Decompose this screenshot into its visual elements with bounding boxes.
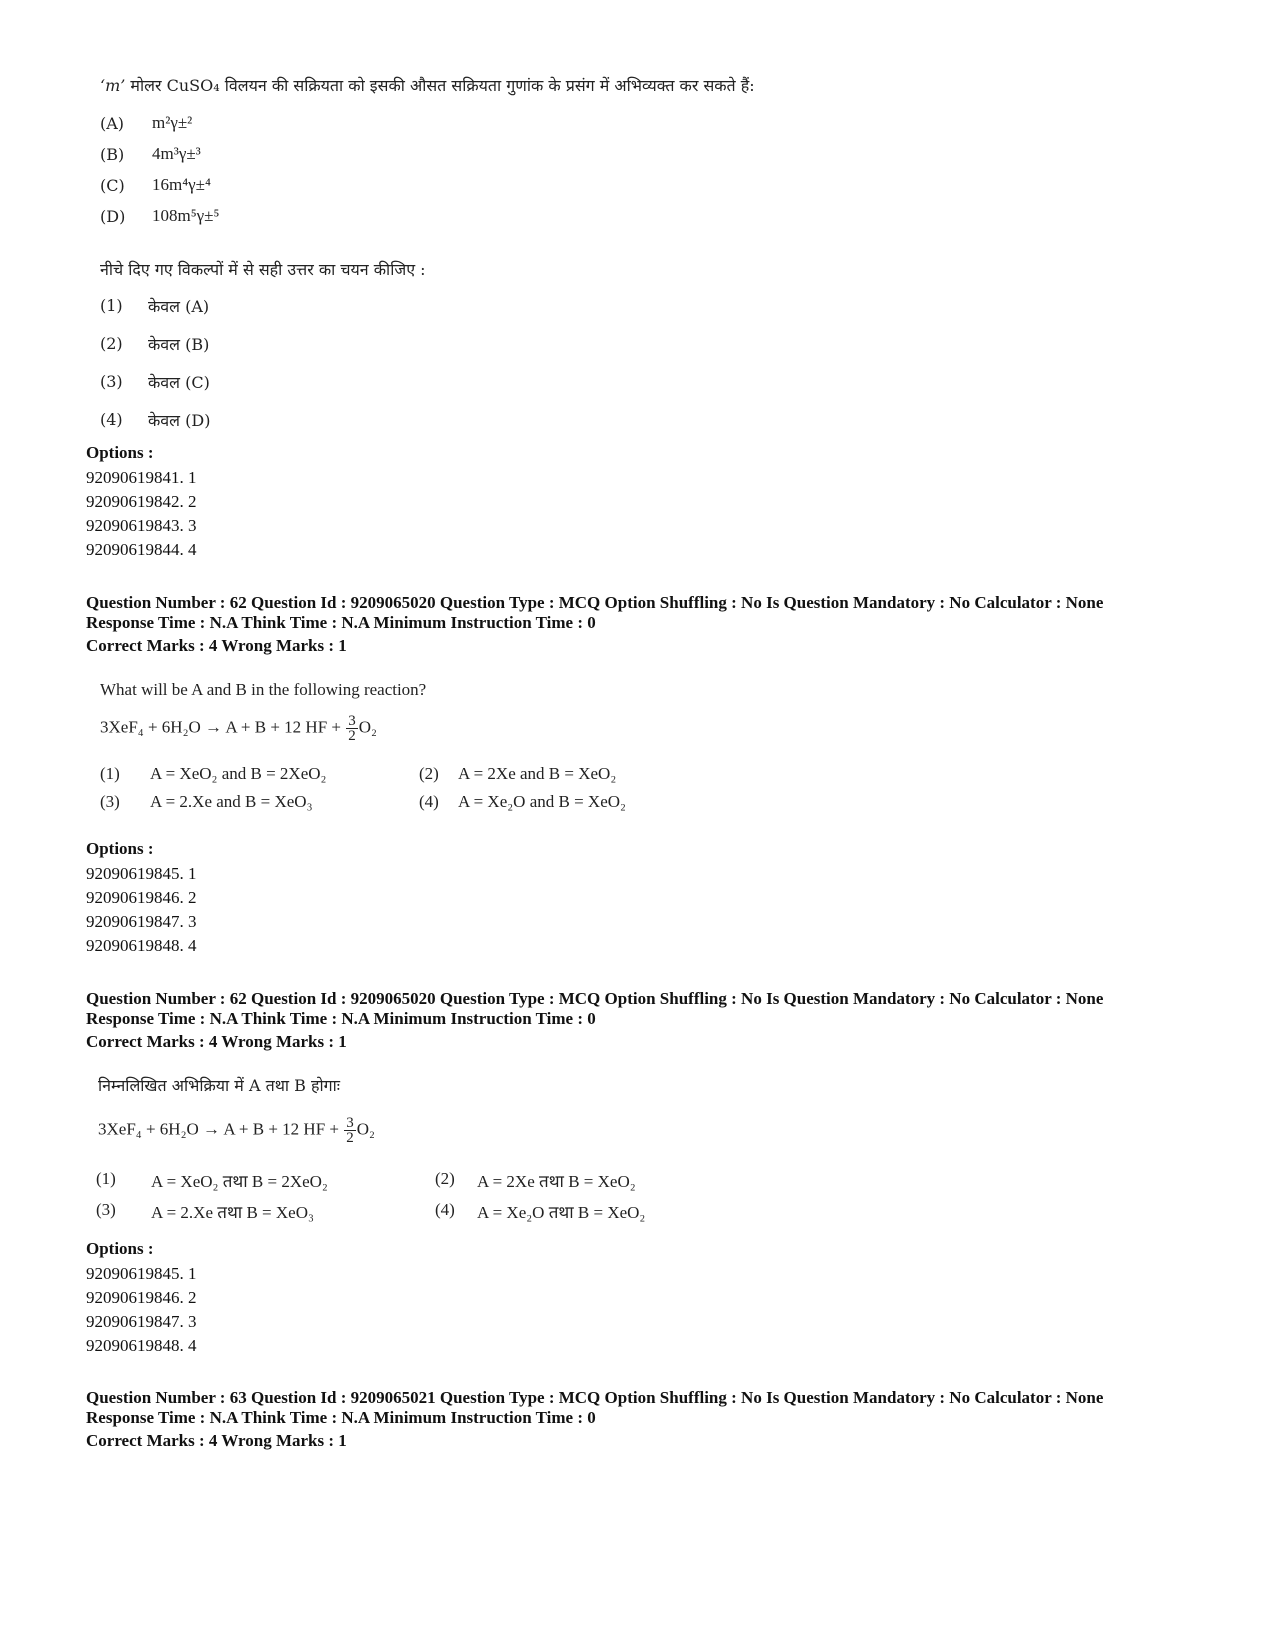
q63-meta-line2: Response Time : N.A Think Time : N.A Minimum Instruction Time : 0: [86, 1408, 596, 1427]
q61-choice-d-expr: 108m⁵γ±⁵: [152, 206, 220, 225]
q61-choice-b-label: (B): [100, 145, 125, 164]
q63-meta-line1: Question Number : 63 Question Id : 9209065021 Question Type : MCQ Option Shuffling : No Is Question Mandatory : No Calculator : None: [86, 1388, 1104, 1407]
q62en-answer-4-text: A = Xe₂O and B = XeO₂: [458, 792, 626, 811]
q62en-answer-3-num: (3): [100, 792, 120, 811]
q61-option-2: 92090619842. 2: [86, 492, 197, 511]
q62hi-answer-1-num: (1): [96, 1169, 116, 1188]
q61-stem: [100, 74, 755, 96]
q61-choice-c-label: (C): [100, 176, 125, 195]
q62hi-equation: [98, 1116, 375, 1145]
q62en-eq-left: 3XeF₄ + 6H₂O → A + B + 12 HF +: [100, 717, 346, 737]
q62hi-answer-3-num: (3): [96, 1200, 116, 1219]
q63-meta-line3: Correct Marks : 4 Wrong Marks : 1: [86, 1431, 347, 1450]
q62en-equation: [100, 714, 377, 743]
q61-choice-a-expr: m²γ±²: [152, 113, 193, 132]
q62en-options-title: Options :: [86, 839, 154, 858]
q62hi-meta-line3: Correct Marks : 4 Wrong Marks : 1: [86, 1032, 347, 1051]
q62hi-eq-fraction: [344, 1116, 356, 1145]
q61-answer-3-num: (3): [100, 372, 123, 391]
q62en-option-2: 92090619846. 2: [86, 888, 197, 907]
q62hi-option-3: 92090619847. 3: [86, 1312, 197, 1331]
q62hi-option-4: 92090619848. 4: [86, 1336, 197, 1355]
q62en-answer-2-num: (2): [419, 764, 439, 783]
q61-answer-2-num: (2): [100, 334, 123, 353]
q61-stem-m: ‘m’: [100, 76, 126, 95]
q61-choice-d-label: (D): [100, 207, 126, 226]
q62hi-answer-4-num: (4): [435, 1200, 455, 1219]
q62hi-answer-2-num: (2): [435, 1169, 455, 1188]
q62en-meta-line1: Question Number : 62 Question Id : 9209065020 Question Type : MCQ Option Shuffling : No Is Question Mandatory : No Calculator : None: [86, 593, 1104, 612]
q61-options-title: Options :: [86, 443, 154, 462]
q61-choice-b-expr: 4m³γ±³: [152, 144, 201, 163]
q61-answer-4-text: केवल (D): [148, 411, 211, 430]
q62en-answer-1-num: (1): [100, 764, 120, 783]
q62en-meta-line3: Correct Marks : 4 Wrong Marks : 1: [86, 636, 347, 655]
q62en-answer-2-text: A = 2Xe and B = XeO₂: [458, 764, 617, 783]
q62en-option-4: 92090619848. 4: [86, 936, 197, 955]
q62hi-meta-line2: Response Time : N.A Think Time : N.A Minimum Instruction Time : 0: [86, 1009, 596, 1028]
q61-option-3: 92090619843. 3: [86, 516, 197, 535]
q62en-answer-4-num: (4): [419, 792, 439, 811]
q62hi-eq-right: O₂: [356, 1119, 375, 1139]
q61-choice-a-label: (A): [100, 114, 125, 133]
q62en-stem: What will be A and B in the following reaction?: [100, 680, 427, 699]
q61-answer-3-text: केवल (C): [148, 373, 210, 392]
q62hi-options-title: Options :: [86, 1239, 154, 1258]
q61-answer-4-num: (4): [100, 410, 123, 429]
q62en-answer-1-text: A = XeO₂ and B = 2XeO₂: [150, 764, 327, 783]
q62hi-option-2: 92090619846. 2: [86, 1288, 197, 1307]
q62en-eq-den: 2: [348, 728, 356, 744]
q62hi-answer-2-text: A = 2Xe तथा B = XeO₂: [477, 1172, 636, 1191]
q62hi-answer-1-text: A = XeO₂ तथा B = 2XeO₂: [151, 1172, 328, 1191]
q62en-option-1: 92090619845. 1: [86, 864, 197, 883]
q62hi-option-1: 92090619845. 1: [86, 1264, 197, 1283]
q62hi-eq-left: 3XeF₄ + 6H₂O → A + B + 12 HF +: [98, 1119, 344, 1139]
q61-option-4: 92090619844. 4: [86, 540, 197, 559]
q62hi-meta-line1: Question Number : 62 Question Id : 9209065020 Question Type : MCQ Option Shuffling : No Is Question Mandatory : No Calculator : None: [86, 989, 1104, 1008]
q62en-option-3: 92090619847. 3: [86, 912, 197, 931]
q62en-answer-3-text: A = 2.Xe and B = XeO₃: [150, 792, 313, 811]
q62hi-eq-num: 3: [346, 1115, 354, 1131]
q62hi-eq-den: 2: [346, 1130, 354, 1146]
q62hi-answer-3-text: A = 2.Xe तथा B = XeO₃: [151, 1203, 314, 1222]
q62en-meta-line2: Response Time : N.A Think Time : N.A Minimum Instruction Time : 0: [86, 613, 596, 632]
q61-choice-c-expr: 16m⁴γ±⁴: [152, 175, 211, 194]
q62hi-answer-4-text: A = Xe₂O तथा B = XeO₂: [477, 1203, 646, 1222]
q61-stem-text: मोलर CuSO₄ विलयन की सक्रियता को इसकी औसत सक्रियता गुणांक के प्रसंग में अभिव्यक्त कर सकते हैं:: [125, 76, 755, 95]
q61-option-1: 92090619841. 1: [86, 468, 197, 487]
q62en-eq-right: O₂: [358, 717, 377, 737]
q61-answer-2-text: केवल (B): [148, 335, 210, 354]
q62hi-stem: निम्नलिखित अभिक्रिया में A तथा B होगाः: [98, 1076, 341, 1095]
q61-select-prompt: नीचे दिए गए विकल्पों में से सही उत्तर का चयन कीजिए :: [100, 260, 426, 279]
q62en-eq-fraction: [346, 714, 358, 743]
q61-answer-1-num: (1): [100, 296, 123, 315]
q62en-eq-num: 3: [348, 713, 356, 729]
q61-answer-1-text: केवल (A): [148, 297, 210, 316]
